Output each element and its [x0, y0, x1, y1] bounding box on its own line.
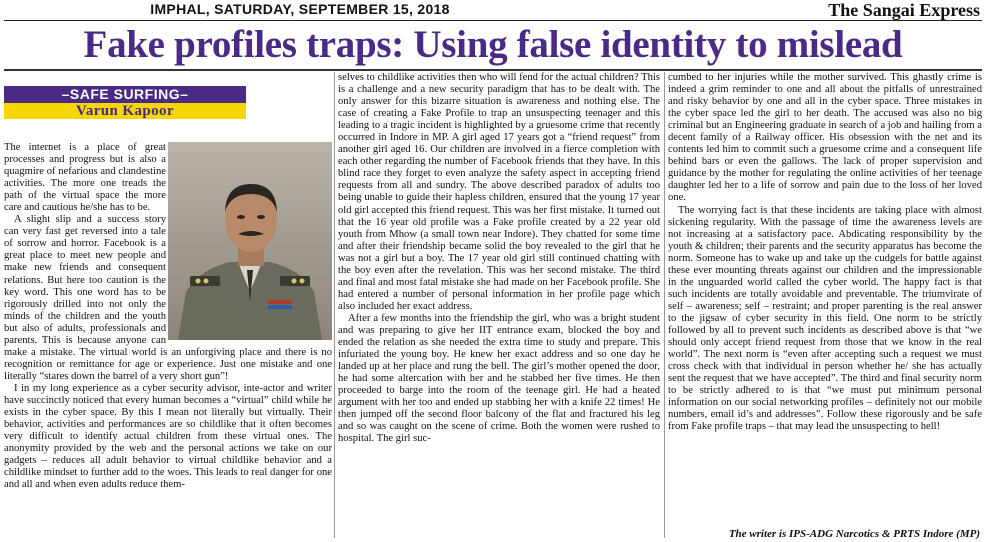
article-column-2: [338, 72, 660, 445]
article-column-3: [668, 72, 982, 433]
column-divider: [334, 72, 335, 538]
paragraph: selves to childlike activities then who will fend for the actual children? This is a challenge and a new security paradigm that has to be dealt with. The only answer for this bizarre situation is awareness and nothing else. The case of creating a Fake Profile to trap an unsuspecting teenager and this leading to a tragic incident is highlighted by a gruesome crime that recently occurred in Indore in MP. A girl aged 17 years got a “friend request” from another girl aged 16. Our children are involved in a fierce completion with each other regarding the number of Facebook friends that they have. In this blind race they forget to even analyze the safety aspect in accepting friend requests from all and sundry. The above described paradox of adults too being unable to guide their hapless children, ensured that the young 17 year old girl accepted this friend request. This was her first mistake. It turned out that the 16 year old profile was a Fake profile created by a 22 year old youth from Mhow (a small town near Indore). They chatted for some time and after their friendship became solid the boy revealed to the girl that he was not a girl but a boy. The 17 year old girl still continued chatting with the boy even after the revelation. This was her second mistake. The third and final and most fatal mistake she had made on her Facebook profile. She had entered a number of personal information in her profile page which also included her exact address.: [338, 72, 660, 312]
paragraph: The worrying fact is that these incidents are taking place with almost sickening regularity. With the passage of time the awareness levels are not increasing at a satisfactory pace. Abdicating responsibility by the youth & children; their parents and the security apparatus has become the norm. Someone has to wake up and take up the cudgels for battle against these ever mounting threats against our children and the impressionable in the unguarded world called the cyber world. The happy fact is that such incidents are totally avoidable and preventable. The triumvirate of self – awareness; self – restraint; and proper parenting is the real answer to the jigsaw of cyber security in this field. One norm to be strictly followed by all to prevent such incidents as described above is that “we should only accept friend request from those that we know in the real world”. The next norm is “even after accepting such a request we must cross check with that individual in person whether he/ she has actually sent the request that we have accepted”. The third and final security norm to be strictly adhered to is that “we must put minimum personal information on our social networking profiles – definitely not our mobile numbers, email id’s and addresses”. Follow these rigorously and be safe from Fake profile traps – that may lead the unsuspecting to hell!: [668, 204, 982, 433]
headline-rule: [4, 69, 982, 71]
dateline: IMPHAL, SATURDAY, SEPTEMBER 15, 2018: [150, 1, 450, 17]
paragraph: A slight slip and a success story can very fast get reversed into a tale of sorrow and horror. Facebook is a great place to meet new people and make new friends and consequent relations. But here too caution is the key word. This one word has to be rigorously drilled into not only the minds of the children and the youth but also of adults, professionals and parents. This is because anyone can make a mistake. The virtual world is an unforgiving place and there is no recognition or remittance for age or experience. Just one mistake and one literally “stares down the barrel of a very short gun”!: [4, 214, 332, 382]
paragraph: After a few months into the friendship the girl, who was a bright student and was preparing to give her IIT entrance exam, blocked the boy and ended the relation as she needed the extra time to study and prepare. This infuriated the young boy. He knew her exact address and so one day he landed up at her place and rung the bell. The girl’s mother opened the door, he had some altercation with her and he stabbed her five times. He then proceeded to barge into the room of the teenage girl. He had a heated argument with her too and ended up stabbing her with a knife 22 times! He then jumped off the second floor balcony of the flat and fractured his leg and so was caught on the scene of crime. Both the women were rushed to hospital. The girl suc-: [338, 312, 660, 445]
top-rule: [4, 20, 982, 21]
headline: Fake profiles traps: Using false identity to mislead: [83, 23, 903, 66]
article-column-1: [4, 142, 332, 491]
column-banner: [4, 86, 246, 118]
author-name: Varun Kapoor: [4, 103, 246, 119]
paragraph: cumbed to her injuries while the mother survived. This ghastly crime is indeed a grim reminder to one and all about the pitfalls of unrestrained and risky behavior by one and all in the cyber space. Three mistakes in the cyber space led the girl to her death. The accused was also no big criminal but an Engineering graduate in search of a job and hailing from a decent family of a Railway officer. His obsession with the net and its contents led him to commit such a gruesome crime and a consequent life behind bars or even the gallows. The lack of proper supervision and guidance by the mother for regulating the online activities of her teenage daughter led her to a life of sorrow and pain due to the loss of her loved one.: [668, 72, 982, 204]
masthead: The Sangai Express: [828, 0, 980, 20]
writer-credit: The writer is IPS-ADG Narcotics & PRTS Indore (MP): [728, 528, 980, 540]
column-tag: –SAFE SURFING–: [4, 86, 246, 103]
paragraph: I in my long experience as a cyber security advisor, inte-actor and writer have succinctly noticed that every human becomes a “virtual” child while he exists in the cyber space. By this I mean not literally but virtually. Their behavior, activities and performances are so childlike that it often becomes very difficult to identify actual children from these virtual ones. The anonymity provided by the web and the personal actions we take on our gadgets – reduces all adult behavior to virtual childlike behavior and a childlike mindset to further add to the woes. This leads to real danger for one and all and when even adults reduce them-: [4, 382, 332, 491]
photo-float-spacer: [166, 142, 332, 340]
paragraph: The internet is a place of great processes and progress but is also a quagmire of nefarious and clandestine activities. The more one treads the path of the virtual space the more care and cautious he/she has to be.: [4, 142, 166, 214]
column-divider: [664, 72, 665, 538]
